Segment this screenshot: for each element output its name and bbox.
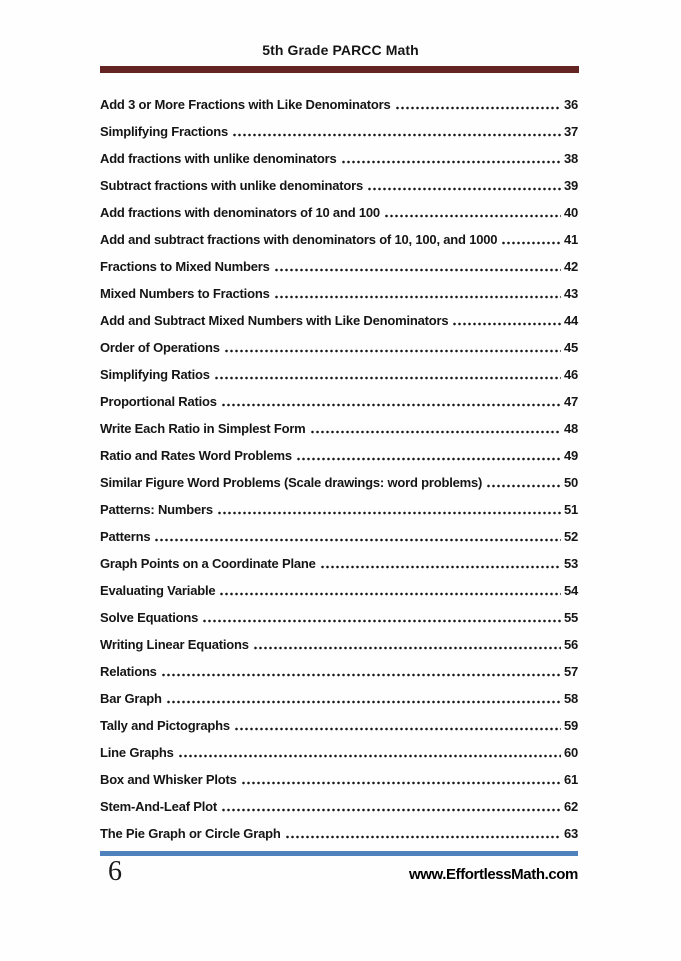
toc-entry-page: 60 [563, 745, 578, 760]
toc-entry-page: 45 [563, 340, 578, 355]
toc-entry-label: Tally and Pictographs [100, 718, 230, 733]
toc-entry-page: 46 [563, 367, 578, 382]
toc-entry[interactable] [100, 496, 578, 523]
toc-leader-dots [178, 739, 561, 766]
toc-entry-page: 38 [563, 151, 578, 166]
toc-entry-label: Relations [100, 664, 157, 679]
toc-leader-dots [224, 334, 561, 361]
toc-entry-label: Mixed Numbers to Fractions [100, 286, 270, 301]
toc-entry-page: 39 [563, 178, 578, 193]
toc-entry[interactable] [100, 523, 578, 550]
toc-entry[interactable] [100, 631, 578, 658]
toc-entry-page: 53 [563, 556, 578, 571]
toc-entry-label: Add and Subtract Mixed Numbers with Like Denominators [100, 313, 449, 328]
toc-entry-label: Simplifying Ratios [100, 367, 210, 382]
toc-entry-page: 49 [563, 448, 578, 463]
toc-leader-dots [384, 199, 561, 226]
toc-entry-label: Fractions to Mixed Numbers [100, 259, 270, 274]
footer-rule [100, 851, 578, 856]
toc-entry[interactable] [100, 145, 578, 172]
toc-entry[interactable] [100, 604, 578, 631]
toc-entry-label: Box and Whisker Plots [100, 772, 237, 787]
toc-leader-dots [310, 415, 561, 442]
toc-entry-label: Graph Points on a Coordinate Plane [100, 556, 316, 571]
toc-entry-page: 51 [563, 502, 578, 517]
toc-entry-label: Writing Linear Equations [100, 637, 249, 652]
toc-entry-page: 59 [563, 718, 578, 733]
toc-entry-page: 55 [563, 610, 578, 625]
toc-entry[interactable] [100, 442, 578, 469]
toc-entry[interactable] [100, 307, 578, 334]
toc-entry-page: 58 [563, 691, 578, 706]
toc-entry-page: 48 [563, 421, 578, 436]
page-number: 6 [108, 856, 122, 887]
toc-entry[interactable] [100, 820, 578, 847]
toc-entry[interactable] [100, 685, 578, 712]
toc-entry-label: Add fractions with denominators of 10 and 100 [100, 205, 380, 220]
toc-entry[interactable] [100, 577, 578, 604]
toc-entry[interactable] [100, 226, 578, 253]
toc-leader-dots [452, 307, 561, 334]
toc-entry-label: Similar Figure Word Problems (Scale drawings: word problems) [100, 475, 483, 490]
toc-entry[interactable] [100, 199, 578, 226]
toc-leader-dots [234, 712, 561, 739]
toc-entry-page: 37 [563, 124, 578, 139]
toc-leader-dots [320, 550, 561, 577]
toc-entry-label: Add and subtract fractions with denominators of 10, 100, and 1000 [100, 232, 498, 247]
toc-entry-label: Subtract fractions with unlike denominators [100, 178, 363, 193]
toc-entry-label: The Pie Graph or Circle Graph [100, 826, 281, 841]
toc-entry-page: 56 [563, 637, 578, 652]
toc-leader-dots [202, 604, 561, 631]
toc-entry-page: 40 [563, 205, 578, 220]
toc-entry-label: Bar Graph [100, 691, 162, 706]
toc-leader-dots [501, 226, 561, 253]
toc-leader-dots [154, 523, 561, 550]
toc-entry[interactable] [100, 766, 578, 793]
toc-leader-dots [241, 766, 561, 793]
toc-leader-dots [395, 91, 561, 118]
toc-leader-dots [221, 388, 561, 415]
toc-entry-label: Add 3 or More Fractions with Like Denominators [100, 97, 391, 112]
toc-leader-dots [367, 172, 561, 199]
toc-entry-label: Patterns: Numbers [100, 502, 213, 517]
toc-entry[interactable] [100, 334, 578, 361]
toc-leader-dots [285, 820, 561, 847]
toc-entry[interactable] [100, 118, 578, 145]
toc-entry-label: Ratio and Rates Word Problems [100, 448, 292, 463]
toc-leader-dots [232, 118, 561, 145]
toc-entry-page: 43 [563, 286, 578, 301]
toc-entry-label: Order of Operations [100, 340, 220, 355]
toc-leader-dots [274, 253, 561, 280]
toc-entry[interactable] [100, 415, 578, 442]
toc-entry-page: 57 [563, 664, 578, 679]
toc-leader-dots [161, 658, 561, 685]
toc-leader-dots [296, 442, 561, 469]
toc-leader-dots [341, 145, 561, 172]
toc-entry-page: 50 [563, 475, 578, 490]
toc-entry[interactable] [100, 739, 578, 766]
toc-entry-page: 36 [563, 97, 578, 112]
toc-entry[interactable] [100, 388, 578, 415]
toc-entry[interactable] [100, 658, 578, 685]
toc-leader-dots [221, 793, 561, 820]
toc-entry[interactable] [100, 172, 578, 199]
toc-leader-dots [219, 577, 561, 604]
toc-leader-dots [274, 280, 561, 307]
website-url[interactable]: www.EffortlessMath.com [408, 866, 578, 883]
table-of-contents [100, 91, 578, 847]
toc-entry[interactable] [100, 550, 578, 577]
toc-entry[interactable] [100, 280, 578, 307]
toc-entry-label: Write Each Ratio in Simplest Form [100, 421, 306, 436]
toc-entry-page: 52 [563, 529, 578, 544]
toc-entry-label: Simplifying Fractions [100, 124, 228, 139]
toc-leader-dots [253, 631, 561, 658]
toc-entry-page: 54 [563, 583, 578, 598]
toc-entry-label: Proportional Ratios [100, 394, 217, 409]
toc-entry-page: 62 [563, 799, 578, 814]
toc-leader-dots [217, 496, 561, 523]
toc-entry-label: Add fractions with unlike denominators [100, 151, 337, 166]
header-rule [100, 66, 579, 73]
toc-leader-dots [214, 361, 561, 388]
toc-entry-page: 42 [563, 259, 578, 274]
toc-entry[interactable] [100, 253, 578, 280]
toc-entry-label: Stem-And-Leaf Plot [100, 799, 218, 814]
toc-entry-page: 47 [563, 394, 578, 409]
toc-entry-label: Evaluating Variable [100, 583, 216, 598]
toc-entry-page: 44 [563, 313, 578, 328]
toc-entry-label: Line Graphs [100, 745, 174, 760]
toc-entry-label: Patterns [100, 529, 151, 544]
toc-entry[interactable] [100, 361, 578, 388]
toc-entry-page: 61 [563, 772, 578, 787]
page-title: 5th Grade PARCC Math [262, 42, 419, 58]
toc-entry-page: 41 [563, 232, 578, 247]
toc-entry[interactable] [100, 469, 578, 496]
toc-entry-label: Solve Equations [100, 610, 199, 625]
toc-entry[interactable] [100, 91, 578, 118]
toc-entry-page: 63 [563, 826, 578, 841]
toc-entry[interactable] [100, 712, 578, 739]
toc-leader-dots [486, 469, 561, 496]
toc-entry[interactable] [100, 793, 578, 820]
toc-leader-dots [166, 685, 561, 712]
